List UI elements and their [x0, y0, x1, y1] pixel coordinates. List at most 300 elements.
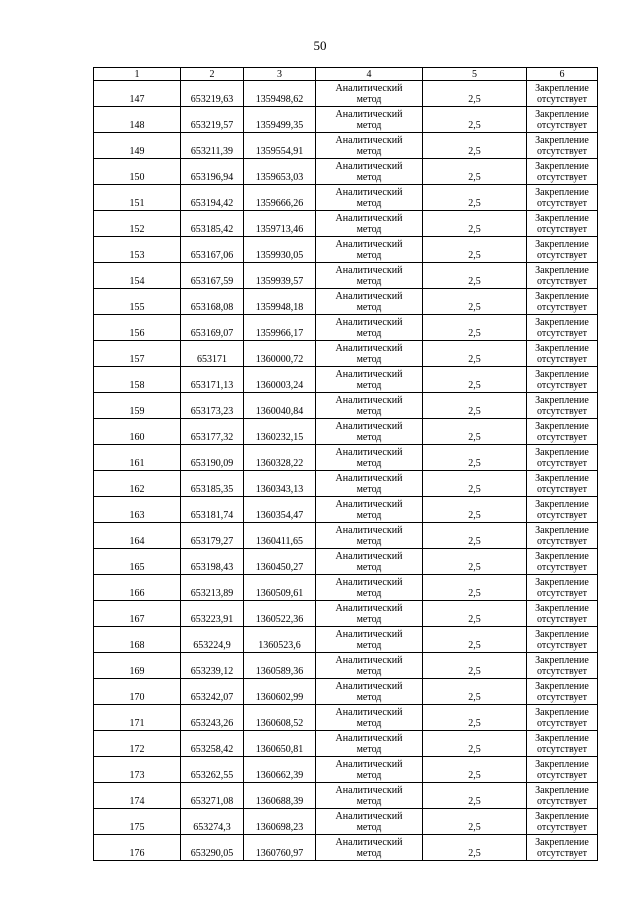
fixing-line-2: отсутствует: [536, 665, 588, 677]
method-cell: [316, 809, 423, 835]
method-cell: [316, 757, 423, 783]
fixing-cell: [527, 185, 598, 211]
method-line-1: Аналитический: [335, 836, 403, 848]
point-number-cell: 167: [94, 601, 181, 627]
method-line-2: метод: [356, 301, 382, 313]
fixing-line-1: Закрепление: [535, 134, 589, 146]
accuracy-cell: 2,5: [423, 497, 527, 523]
accuracy-cell: 2,5: [423, 705, 527, 731]
fixing-line-2: отсутствует: [536, 769, 588, 781]
table-row: [94, 705, 598, 731]
accuracy-cell: 2,5: [423, 419, 527, 445]
fixing-line-1: Закрепление: [535, 576, 589, 588]
method-cell: [316, 393, 423, 419]
method-line-1: Аналитический: [335, 212, 403, 224]
point-number-cell: 155: [94, 289, 181, 315]
table-row: [94, 315, 598, 341]
fixing-line-2: отсутствует: [536, 119, 588, 131]
coordinate-x-cell: 653181,74: [181, 497, 244, 523]
coordinate-x-cell: 653213,89: [181, 575, 244, 601]
method-line-2: метод: [356, 379, 382, 391]
accuracy-cell: 2,5: [423, 471, 527, 497]
method-line-1: Аналитический: [335, 810, 403, 822]
method-cell: [316, 211, 423, 237]
page-number: 50: [313, 38, 327, 53]
method-line-1: Аналитический: [335, 316, 403, 328]
point-number-cell: 153: [94, 237, 181, 263]
method-line-1: Аналитический: [335, 732, 403, 744]
fixing-line-1: Закрепление: [535, 108, 589, 120]
method-line-2: метод: [356, 561, 382, 573]
method-cell: [316, 731, 423, 757]
coordinate-x-cell: 653171,13: [181, 367, 244, 393]
table-row: [94, 341, 598, 367]
method-cell: [316, 679, 423, 705]
table-row: [94, 523, 598, 549]
fixing-line-2: отсутствует: [536, 405, 588, 417]
fixing-line-1: Закрепление: [535, 706, 589, 718]
coordinate-x-cell: 653177,32: [181, 419, 244, 445]
method-line-1: Аналитический: [335, 784, 403, 796]
accuracy-cell: 2,5: [423, 809, 527, 835]
point-number-cell: 152: [94, 211, 181, 237]
method-line-1: Аналитический: [335, 82, 403, 94]
point-number-cell: 149: [94, 133, 181, 159]
coordinate-x-cell: 653242,07: [181, 679, 244, 705]
method-cell: [316, 133, 423, 159]
table-row: [94, 367, 598, 393]
method-line-1: Аналитический: [335, 394, 403, 406]
fixing-line-1: Закрепление: [535, 758, 589, 770]
table-row: [94, 185, 598, 211]
coordinate-y-cell: 1359713,46: [244, 211, 316, 237]
fixing-cell: [527, 237, 598, 263]
coordinate-y-cell: 1360003,24: [244, 367, 316, 393]
coordinate-y-cell: 1359499,35: [244, 107, 316, 133]
fixing-line-2: отсутствует: [536, 691, 588, 703]
method-cell: [316, 653, 423, 679]
point-number-cell: 147: [94, 81, 181, 107]
coordinate-y-cell: 1360343,13: [244, 471, 316, 497]
point-number-cell: 159: [94, 393, 181, 419]
coordinate-y-cell: 1359653,03: [244, 159, 316, 185]
method-line-1: Аналитический: [335, 628, 403, 640]
point-number-cell: 166: [94, 575, 181, 601]
fixing-line-1: Закрепление: [535, 810, 589, 822]
coordinate-y-cell: 1360040,84: [244, 393, 316, 419]
fixing-cell: [527, 627, 598, 653]
coordinate-x-cell: 653198,43: [181, 549, 244, 575]
method-line-1: Аналитический: [335, 602, 403, 614]
point-number-cell: 161: [94, 445, 181, 471]
method-cell: [316, 315, 423, 341]
point-number-cell: 175: [94, 809, 181, 835]
method-line-2: метод: [356, 821, 382, 833]
coordinate-x-cell: 653167,59: [181, 263, 244, 289]
method-line-1: Аналитический: [335, 524, 403, 536]
coordinate-x-cell: 653185,42: [181, 211, 244, 237]
fixing-cell: [527, 211, 598, 237]
accuracy-cell: 2,5: [423, 601, 527, 627]
coordinate-y-cell: 1360523,6: [244, 627, 316, 653]
point-number-cell: 176: [94, 835, 181, 861]
method-line-1: Аналитический: [335, 758, 403, 770]
method-cell: [316, 237, 423, 263]
method-line-2: метод: [356, 847, 382, 859]
coordinate-y-cell: 1360760,97: [244, 835, 316, 861]
method-line-1: Аналитический: [335, 160, 403, 172]
accuracy-cell: 2,5: [423, 757, 527, 783]
point-number-cell: 168: [94, 627, 181, 653]
point-number-cell: 164: [94, 523, 181, 549]
method-line-2: метод: [356, 223, 382, 235]
coordinate-y-cell: 1360232,15: [244, 419, 316, 445]
point-number-cell: 169: [94, 653, 181, 679]
point-number-cell: 173: [94, 757, 181, 783]
fixing-line-2: отсутствует: [536, 223, 588, 235]
accuracy-cell: 2,5: [423, 835, 527, 861]
coordinate-y-cell: 1360662,39: [244, 757, 316, 783]
fixing-cell: [527, 419, 598, 445]
table-row: [94, 445, 598, 471]
method-line-1: Аналитический: [335, 680, 403, 692]
coordinate-x-cell: 653211,39: [181, 133, 244, 159]
coordinate-y-cell: 1360328,22: [244, 445, 316, 471]
method-cell: [316, 471, 423, 497]
fixing-line-2: отсутствует: [536, 275, 588, 287]
coordinate-x-cell: 653271,08: [181, 783, 244, 809]
method-line-2: метод: [356, 717, 382, 729]
fixing-line-2: отсутствует: [536, 249, 588, 261]
coordinate-x-cell: 653258,42: [181, 731, 244, 757]
accuracy-cell: 2,5: [423, 107, 527, 133]
method-line-1: Аналитический: [335, 576, 403, 588]
accuracy-cell: 2,5: [423, 315, 527, 341]
coordinate-x-cell: 653185,35: [181, 471, 244, 497]
fixing-line-1: Закрепление: [535, 602, 589, 614]
coordinate-x-cell: 653262,55: [181, 757, 244, 783]
table-row: [94, 81, 598, 107]
fixing-cell: [527, 731, 598, 757]
accuracy-cell: 2,5: [423, 783, 527, 809]
method-line-1: Аналитический: [335, 472, 403, 484]
method-line-2: метод: [356, 639, 382, 651]
method-line-2: метод: [356, 769, 382, 781]
method-line-2: метод: [356, 743, 382, 755]
method-cell: [316, 289, 423, 315]
method-line-1: Аналитический: [335, 134, 403, 146]
method-line-2: метод: [356, 691, 382, 703]
table-row: [94, 653, 598, 679]
fixing-line-1: Закрепление: [535, 394, 589, 406]
point-number-cell: 158: [94, 367, 181, 393]
table-row: [94, 497, 598, 523]
point-number-cell: 174: [94, 783, 181, 809]
coordinate-y-cell: 1360354,47: [244, 497, 316, 523]
method-cell: [316, 783, 423, 809]
table-row: [94, 783, 598, 809]
table-row: [94, 835, 598, 861]
coordinate-x-cell: 653169,07: [181, 315, 244, 341]
fixing-line-1: Закрепление: [535, 82, 589, 94]
point-number-cell: 150: [94, 159, 181, 185]
accuracy-cell: 2,5: [423, 237, 527, 263]
point-number-cell: 157: [94, 341, 181, 367]
method-line-1: Аналитический: [335, 290, 403, 302]
fixing-cell: [527, 679, 598, 705]
point-number-cell: 170: [94, 679, 181, 705]
accuracy-cell: 2,5: [423, 445, 527, 471]
table-row: [94, 601, 598, 627]
fixing-line-1: Закрепление: [535, 524, 589, 536]
coordinate-y-cell: 1360450,27: [244, 549, 316, 575]
coordinate-y-cell: 1359966,17: [244, 315, 316, 341]
coordinate-y-cell: 1360650,81: [244, 731, 316, 757]
method-cell: [316, 341, 423, 367]
method-line-1: Аналитический: [335, 342, 403, 354]
point-number-cell: 156: [94, 315, 181, 341]
method-cell: [316, 523, 423, 549]
method-cell: [316, 107, 423, 133]
accuracy-cell: 2,5: [423, 627, 527, 653]
coordinate-x-cell: 653274,3: [181, 809, 244, 835]
method-line-2: метод: [356, 145, 382, 157]
fixing-line-2: отсутствует: [536, 821, 588, 833]
fixing-cell: [527, 835, 598, 861]
fixing-line-1: Закрепление: [535, 160, 589, 172]
point-number-cell: 162: [94, 471, 181, 497]
fixing-line-1: Закрепление: [535, 420, 589, 432]
table-body: [94, 81, 598, 861]
accuracy-cell: 2,5: [423, 367, 527, 393]
fixing-line-1: Закрепление: [535, 498, 589, 510]
table-row: [94, 107, 598, 133]
coordinate-x-cell: 653179,27: [181, 523, 244, 549]
method-line-2: метод: [356, 93, 382, 105]
method-line-1: Аналитический: [335, 186, 403, 198]
method-cell: [316, 263, 423, 289]
accuracy-cell: 2,5: [423, 393, 527, 419]
column-header-2: 2: [181, 68, 244, 81]
table-row: [94, 237, 598, 263]
fixing-line-1: Закрепление: [535, 836, 589, 848]
method-line-2: метод: [356, 327, 382, 339]
coordinate-x-cell: 653168,08: [181, 289, 244, 315]
method-cell: [316, 575, 423, 601]
fixing-line-1: Закрепление: [535, 342, 589, 354]
table-row: [94, 133, 598, 159]
accuracy-cell: 2,5: [423, 263, 527, 289]
coordinate-y-cell: 1360522,36: [244, 601, 316, 627]
fixing-cell: [527, 549, 598, 575]
coordinate-y-cell: 1359948,18: [244, 289, 316, 315]
fixing-line-2: отсутствует: [536, 301, 588, 313]
coordinate-x-cell: 653224,9: [181, 627, 244, 653]
coordinate-x-cell: 653171: [181, 341, 244, 367]
method-line-2: метод: [356, 353, 382, 365]
coordinate-y-cell: 1359666,26: [244, 185, 316, 211]
coordinate-y-cell: 1360589,36: [244, 653, 316, 679]
accuracy-cell: 2,5: [423, 81, 527, 107]
fixing-line-2: отсутствует: [536, 171, 588, 183]
table-row: [94, 549, 598, 575]
table-row: [94, 731, 598, 757]
fixing-cell: [527, 471, 598, 497]
point-number-cell: 160: [94, 419, 181, 445]
table-header-row: [94, 68, 598, 81]
coordinate-x-cell: 653219,63: [181, 81, 244, 107]
fixing-cell: [527, 315, 598, 341]
fixing-line-1: Закрепление: [535, 290, 589, 302]
method-line-2: метод: [356, 275, 382, 287]
fixing-cell: [527, 575, 598, 601]
fixing-line-2: отсутствует: [536, 535, 588, 547]
method-line-1: Аналитический: [335, 238, 403, 250]
method-cell: [316, 81, 423, 107]
accuracy-cell: 2,5: [423, 133, 527, 159]
method-line-2: метод: [356, 613, 382, 625]
fixing-line-1: Закрепление: [535, 264, 589, 276]
fixing-cell: [527, 159, 598, 185]
fixing-line-2: отсутствует: [536, 717, 588, 729]
fixing-line-2: отсутствует: [536, 639, 588, 651]
coordinate-x-cell: 653194,42: [181, 185, 244, 211]
method-line-2: метод: [356, 405, 382, 417]
accuracy-cell: 2,5: [423, 679, 527, 705]
accuracy-cell: 2,5: [423, 185, 527, 211]
coordinate-y-cell: 1359939,57: [244, 263, 316, 289]
coordinate-x-cell: 653239,12: [181, 653, 244, 679]
fixing-cell: [527, 133, 598, 159]
method-line-1: Аналитический: [335, 108, 403, 120]
fixing-line-2: отсутствует: [536, 431, 588, 443]
table-row: [94, 757, 598, 783]
table-row: [94, 627, 598, 653]
method-line-2: метод: [356, 431, 382, 443]
coordinate-x-cell: 653243,26: [181, 705, 244, 731]
coordinate-x-cell: 653173,23: [181, 393, 244, 419]
method-cell: [316, 549, 423, 575]
method-cell: [316, 601, 423, 627]
fixing-line-2: отсутствует: [536, 561, 588, 573]
method-line-1: Аналитический: [335, 498, 403, 510]
accuracy-cell: 2,5: [423, 523, 527, 549]
column-header-5: 5: [423, 68, 527, 81]
fixing-line-1: Закрепление: [535, 680, 589, 692]
fixing-line-2: отсутствует: [536, 197, 588, 209]
accuracy-cell: 2,5: [423, 289, 527, 315]
coordinate-x-cell: 653196,94: [181, 159, 244, 185]
coordinate-x-cell: 653167,06: [181, 237, 244, 263]
fixing-line-2: отсутствует: [536, 483, 588, 495]
method-line-1: Аналитический: [335, 420, 403, 432]
fixing-line-1: Закрепление: [535, 654, 589, 666]
method-line-2: метод: [356, 249, 382, 261]
point-number-cell: 151: [94, 185, 181, 211]
method-line-1: Аналитический: [335, 368, 403, 380]
coordinate-x-cell: 653190,09: [181, 445, 244, 471]
fixing-line-1: Закрепление: [535, 472, 589, 484]
method-line-2: метод: [356, 509, 382, 521]
coordinate-x-cell: 653223,91: [181, 601, 244, 627]
column-header-1: 1: [94, 68, 181, 81]
coordinate-y-cell: 1359554,91: [244, 133, 316, 159]
method-cell: [316, 419, 423, 445]
fixing-line-2: отсутствует: [536, 353, 588, 365]
coordinate-y-cell: 1360688,39: [244, 783, 316, 809]
fixing-cell: [527, 653, 598, 679]
accuracy-cell: 2,5: [423, 549, 527, 575]
method-cell: [316, 367, 423, 393]
fixing-cell: [527, 705, 598, 731]
method-line-2: метод: [356, 483, 382, 495]
method-cell: [316, 627, 423, 653]
coordinates-table: [93, 67, 598, 861]
fixing-cell: [527, 523, 598, 549]
method-line-2: метод: [356, 457, 382, 469]
column-header-4: 4: [316, 68, 423, 81]
coordinate-y-cell: 1360602,99: [244, 679, 316, 705]
fixing-line-1: Закрепление: [535, 212, 589, 224]
fixing-line-2: отсутствует: [536, 743, 588, 755]
fixing-line-1: Закрепление: [535, 316, 589, 328]
coordinate-y-cell: 1359498,62: [244, 81, 316, 107]
fixing-line-1: Закрепление: [535, 446, 589, 458]
coordinate-x-cell: 653219,57: [181, 107, 244, 133]
method-cell: [316, 445, 423, 471]
fixing-cell: [527, 757, 598, 783]
method-line-2: метод: [356, 587, 382, 599]
fixing-line-2: отсутствует: [536, 145, 588, 157]
table-row: [94, 159, 598, 185]
method-cell: [316, 159, 423, 185]
fixing-line-1: Закрепление: [535, 550, 589, 562]
fixing-line-1: Закрепление: [535, 368, 589, 380]
fixing-line-1: Закрепление: [535, 732, 589, 744]
point-number-cell: 163: [94, 497, 181, 523]
table-row: [94, 211, 598, 237]
fixing-cell: [527, 445, 598, 471]
table-row: [94, 393, 598, 419]
table-row: [94, 471, 598, 497]
fixing-cell: [527, 107, 598, 133]
accuracy-cell: 2,5: [423, 575, 527, 601]
method-line-2: метод: [356, 665, 382, 677]
coordinate-x-cell: 653290,05: [181, 835, 244, 861]
coordinate-y-cell: 1360509,61: [244, 575, 316, 601]
coordinate-y-cell: 1360000,72: [244, 341, 316, 367]
accuracy-cell: 2,5: [423, 653, 527, 679]
coordinate-y-cell: 1360608,52: [244, 705, 316, 731]
coordinate-y-cell: 1360698,23: [244, 809, 316, 835]
fixing-cell: [527, 783, 598, 809]
coordinate-y-cell: 1360411,65: [244, 523, 316, 549]
column-header-6: 6: [527, 68, 598, 81]
table-row: [94, 575, 598, 601]
fixing-line-2: отсутствует: [536, 587, 588, 599]
fixing-line-2: отсутствует: [536, 93, 588, 105]
accuracy-cell: 2,5: [423, 731, 527, 757]
fixing-line-2: отсутствует: [536, 327, 588, 339]
method-line-2: метод: [356, 119, 382, 131]
fixing-cell: [527, 809, 598, 835]
method-line-1: Аналитический: [335, 654, 403, 666]
method-cell: [316, 185, 423, 211]
fixing-line-1: Закрепление: [535, 628, 589, 640]
fixing-line-2: отсутствует: [536, 509, 588, 521]
point-number-cell: 165: [94, 549, 181, 575]
method-line-2: метод: [356, 795, 382, 807]
